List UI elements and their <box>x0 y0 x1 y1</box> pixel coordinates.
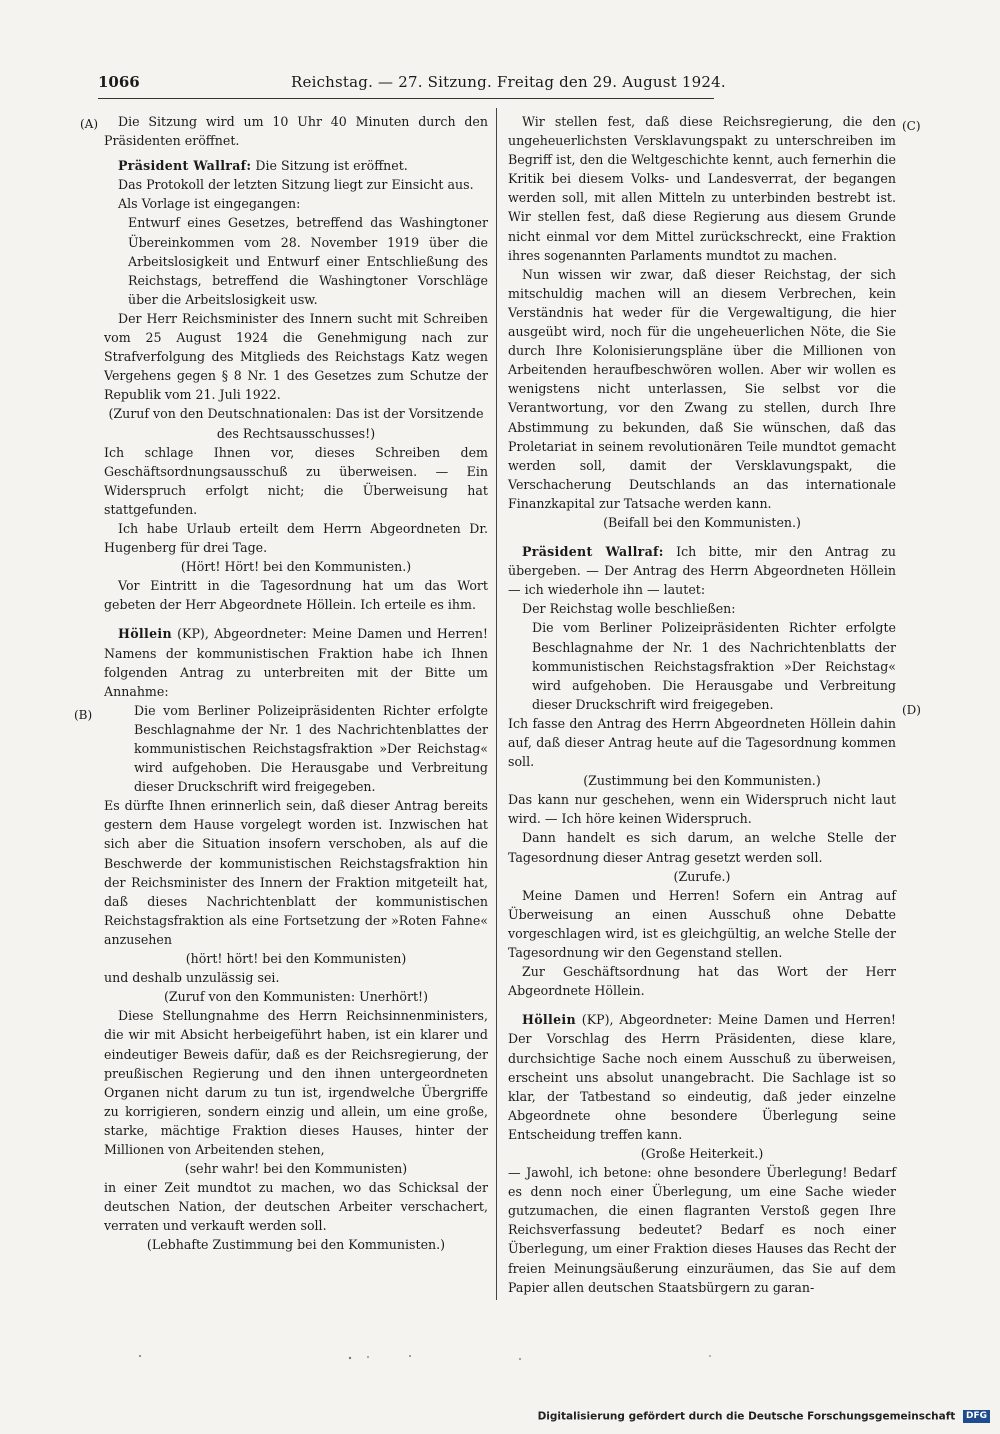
speaker-name: Präsident Wallraf: <box>118 158 252 174</box>
paragraph: Vor Eintritt in die Tagesordnung hat um das Wort gebeten der Herr Abgeordnete Höllein. Ich erteile es ihm. <box>104 578 488 613</box>
speech-text: (KP), Abgeordneter: Meine Damen und Herren! Der Vorschlag des Herrn Präsidenten, diese klare, durchsichtige Sache noch einem Ausschuß zu überweisen, erscheint uns absolut unangebracht. Die Sachlage ist so klar, der Tatbestand so eindeutig, daß jeder einzelne Abgeordnete ohne besondere Überlegung seine Entscheidung treffen kann. <box>508 1012 896 1142</box>
interjection: (Zuruf von den Deutschnationalen: Das ist der Vorsitzende des Rechtsausschusses!) <box>108 406 484 441</box>
speech-wallraf-1 <box>104 156 488 175</box>
column-separator <box>496 108 497 1300</box>
paragraph: Ich fasse den Antrag des Herrn Abgeordneten Höllein dahin auf, daß dieser Antrag heute auf die Tagesordnung kommen soll. <box>508 715 896 770</box>
paragraph: in einer Zeit mundtot zu machen, wo das Schicksal der deutschen Nation, der deutschen Arbeiter verschachert, verraten und verkauft werden soll. <box>104 1180 488 1234</box>
interjection: (sehr wahr! bei den Kommunisten) <box>184 1161 408 1177</box>
interjection: (Lebhafte Zustimmung bei den Kommunisten.) <box>146 1237 446 1253</box>
spacer <box>508 1000 896 1010</box>
paragraph: Ich schlage Ihnen vor, dieses Schreiben dem Geschäftsordnungsausschuß zu überweisen. — Ein Widerspruch erfolgt nicht; die Überweisung hat stattgefunden. <box>104 444 488 517</box>
margin-mark-d: (D) <box>902 703 921 717</box>
paragraph: Als Vorlage ist eingegangen: <box>118 196 301 212</box>
margin-mark-b: (B) <box>74 708 93 722</box>
interjection: (hört! hört! bei den Kommunisten) <box>185 951 407 967</box>
speaker-name: Höllein <box>522 1012 576 1028</box>
interjection: (Hört! Hört! bei den Kommunisten.) <box>180 559 412 575</box>
paragraph: Diese Stellungnahme des Herrn Reichsinnenministers, die wir mit Absicht herbeigeführt haben, ist ein klarer und eindeutiger Beweis dafür, daß es der Reichsregierung, der preußischen Regierung und den ihnen untergeordneten Organen nicht darum zu tun ist, irgendwelche Übergriffe zu korrigieren, sondern einzig und allein, um eine große, starke, mächtige Fraktion dieses Hauses, hinter der Millionen von Arbeitenden stehen, <box>104 1008 488 1157</box>
paragraph: Ich habe Urlaub erteilt dem Herrn Abgeordneten Dr. Hugenberg für drei Tage. <box>104 520 488 556</box>
paragraph: Der Reichstag wolle beschließen: <box>522 601 736 617</box>
interjection: (Zuruf von den Kommunisten: Unerhört!) <box>163 989 429 1005</box>
spacer <box>508 532 896 542</box>
interjection: (Zustimmung bei den Kommunisten.) <box>583 773 821 789</box>
margin-mark-c: (C) <box>902 119 921 133</box>
paragraph: und deshalb unzulässig sei. <box>104 970 280 986</box>
credit-text: Digitalisierung gefördert durch die Deutsche Forschungsgemeinschaft <box>537 1410 956 1423</box>
paragraph: Das Protokoll der letzten Sitzung liegt zur Einsicht aus. <box>118 177 474 193</box>
speech-hoellein-1 <box>104 624 488 700</box>
margin-mark-a: (A) <box>80 117 99 131</box>
paragraph: Zur Geschäftsordnung hat das Wort der Herr Abgeordnete Höllein. <box>508 964 896 999</box>
paragraph: Der Herr Reichsminister des Innern sucht mit Schreiben vom 25 August 1924 die Genehmigung nach zur Strafverfolgung des Mitglieds des Reichstags Katz wegen Vergehens gegen § 8 Nr. 1 des Gesetzes zum Schutze der Republik vom 21. Juli 1922. <box>104 310 488 403</box>
paragraph: Nun wissen wir zwar, daß dieser Reichstag, der sich mitschuldig machen will an diesem Verbrechen, kein Verständnis hat weder für die Vergewaltigung, die hier ausgeübt wird, noch für die ungeheuerlichen Nöte, die Sie durch Ihre Kolonisierungspläne über die Millionen von Arbeitenden heraufbeschwören wollen. Aber wir wollen es wenigstens nicht unterlassen, Sie selbst vor die Verantwortung, vor den Zwang zu stellen, durch Ihre Abstimmung zu bekunden, daß Sie wünschen, daß das Proletariat in seinem revolutionären Teile mundtot gemacht werden soll, damit der Versklavungspakt, die Verschacherung Deutschlands an das internationale Finanzkapital zur Tatsache werden kann. <box>508 266 896 511</box>
opening-paragraph: Die Sitzung wird um 10 Uhr 40 Minuten durch den Präsidenten eröffnet. <box>104 114 488 149</box>
quoted-motion: Die vom Berliner Polizeipräsidenten Richter erfolgte Beschlagnahme der Nr. 1 des Nachrichtenblatts der kommunistischen Reichstagsfraktion »Der Reichstag« wird aufgehoben. Die Herausgabe und Verbreitung dieser Druckschrift wird freigegeben. <box>532 620 896 712</box>
spacer <box>104 614 488 624</box>
interjection: (Zurufe.) <box>673 868 731 884</box>
interjection: (Große Heiterkeit.) <box>640 1145 764 1161</box>
paragraph: Es dürfte Ihnen erinnerlich sein, daß dieser Antrag bereits gestern dem Hause vorgelegt worden ist. Inzwischen hat sich aber die Situation insofern verschoben, als auf die Beschwerde der kommunistischen Reichstagsfraktion hin der Reichsminister des Innern der Fraktion mitgeteilt hat, daß dieses Nachrichtenblatt der kommunistischen Reichstagsfraktion als eine Fortsetzung der »Roten Fahne« anzusehen <box>104 798 488 947</box>
speech-text: Die Sitzung ist eröffnet. <box>255 158 408 174</box>
page-number: 1066 <box>98 73 140 91</box>
right-column <box>508 112 896 1297</box>
paragraph: — Jawohl, ich betone: ohne besondere Überlegung! Bedarf es denn noch einer Überlegung, um eine Sache wieder gutzumachen, die einen flagranten Verstoß gegen Ihre Reichsverfassung bedeutet? Bedarf es noch einer Überlegung, um einer Fraktion dieses Hauses das Recht der freien Meinungsäußerung einzuräumen, das Sie auf dem Papier allen deutschen Staatsbürgern zu garan- <box>508 1165 896 1295</box>
left-column <box>104 112 488 1255</box>
quoted-motion: Die vom Berliner Polizeipräsidenten Richter erfolgte Beschlagnahme der Nr. 1 des Nachrichtenblattes der kommunistischen Reichstagsfraktion »Der Reichstag« wird aufgehoben. Die Herausgabe und Verbreitung dieser Druckschrift wird freigegeben. <box>134 702 488 795</box>
speaker-name: Präsident Wallraf: <box>522 544 664 560</box>
interjection: (Beifall bei den Kommunisten.) <box>603 514 801 530</box>
paragraph: Meine Damen und Herren! Sofern ein Antrag auf Überweisung an einen Ausschuß ohne Debatte vorgeschlagen wird, ist es gleichgültig, an welche Stelle der Tagesordnung wir den Gegenstand stellen. <box>508 887 896 961</box>
speaker-name: Höllein <box>118 626 172 642</box>
paragraph: Das kann nur geschehen, wenn ein Widerspruch nicht laut wird. — Ich höre keinen Widerspruch. <box>508 792 896 827</box>
speech-text: (KP), Abgeordneter: Meine Damen und Herren! Namens der kommunistischen Fraktion habe ich Ihnen folgenden Antrag zu unterbreiten mit der Bitte um Annahme: <box>104 626 488 699</box>
speech-wallraf-2 <box>508 542 896 599</box>
speech-hoellein-2 <box>508 1010 896 1144</box>
quoted-bill: Entwurf eines Gesetzes, betreffend das Washingtoner Übereinkommen vom 28. November 1919 über die Arbeitslosigkeit und Entwurf einer Entschließung des Reichstags, betreffend die Washingtoner Vorschläge über die Arbeitslosigkeit usw. <box>128 215 488 307</box>
scan-specks <box>100 1350 800 1364</box>
page-header <box>98 70 726 94</box>
header-rule <box>98 98 714 99</box>
dfg-logo: DFG <box>963 1410 990 1423</box>
speech-text: Ich bitte, mir den Antrag zu übergeben. — Der Antrag des Herrn Abgeordneten Höllein — ich wiederhole ihn — lautet: <box>508 544 896 598</box>
running-title: Reichstag. — 27. Sitzung. Freitag den 29. August 1924. <box>291 73 726 91</box>
paragraph: Dann handelt es sich darum, an welche Stelle der Tagesordnung dieser Antrag gesetzt werden soll. <box>508 830 896 865</box>
digitization-credit <box>538 1410 990 1423</box>
paragraph: Wir stellen fest, daß diese Reichsregierung, die den ungeheuerlichsten Versklavungspakt zu unterschreiben im Begriff ist, den die Weltgeschichte kennt, auch fernerhin die Kritik bei diesem Volks- und Landesverrat, der begangen werden soll, mit allen Mitteln zu unterbinden bestrebt ist. Wir stellen fest, daß diese Regierung aus diesem Grunde nicht einmal vor dem Mittel zurückschreckt, eine Fraktion ihres sogenannten Parlaments mundtot zu machen. <box>508 114 896 263</box>
